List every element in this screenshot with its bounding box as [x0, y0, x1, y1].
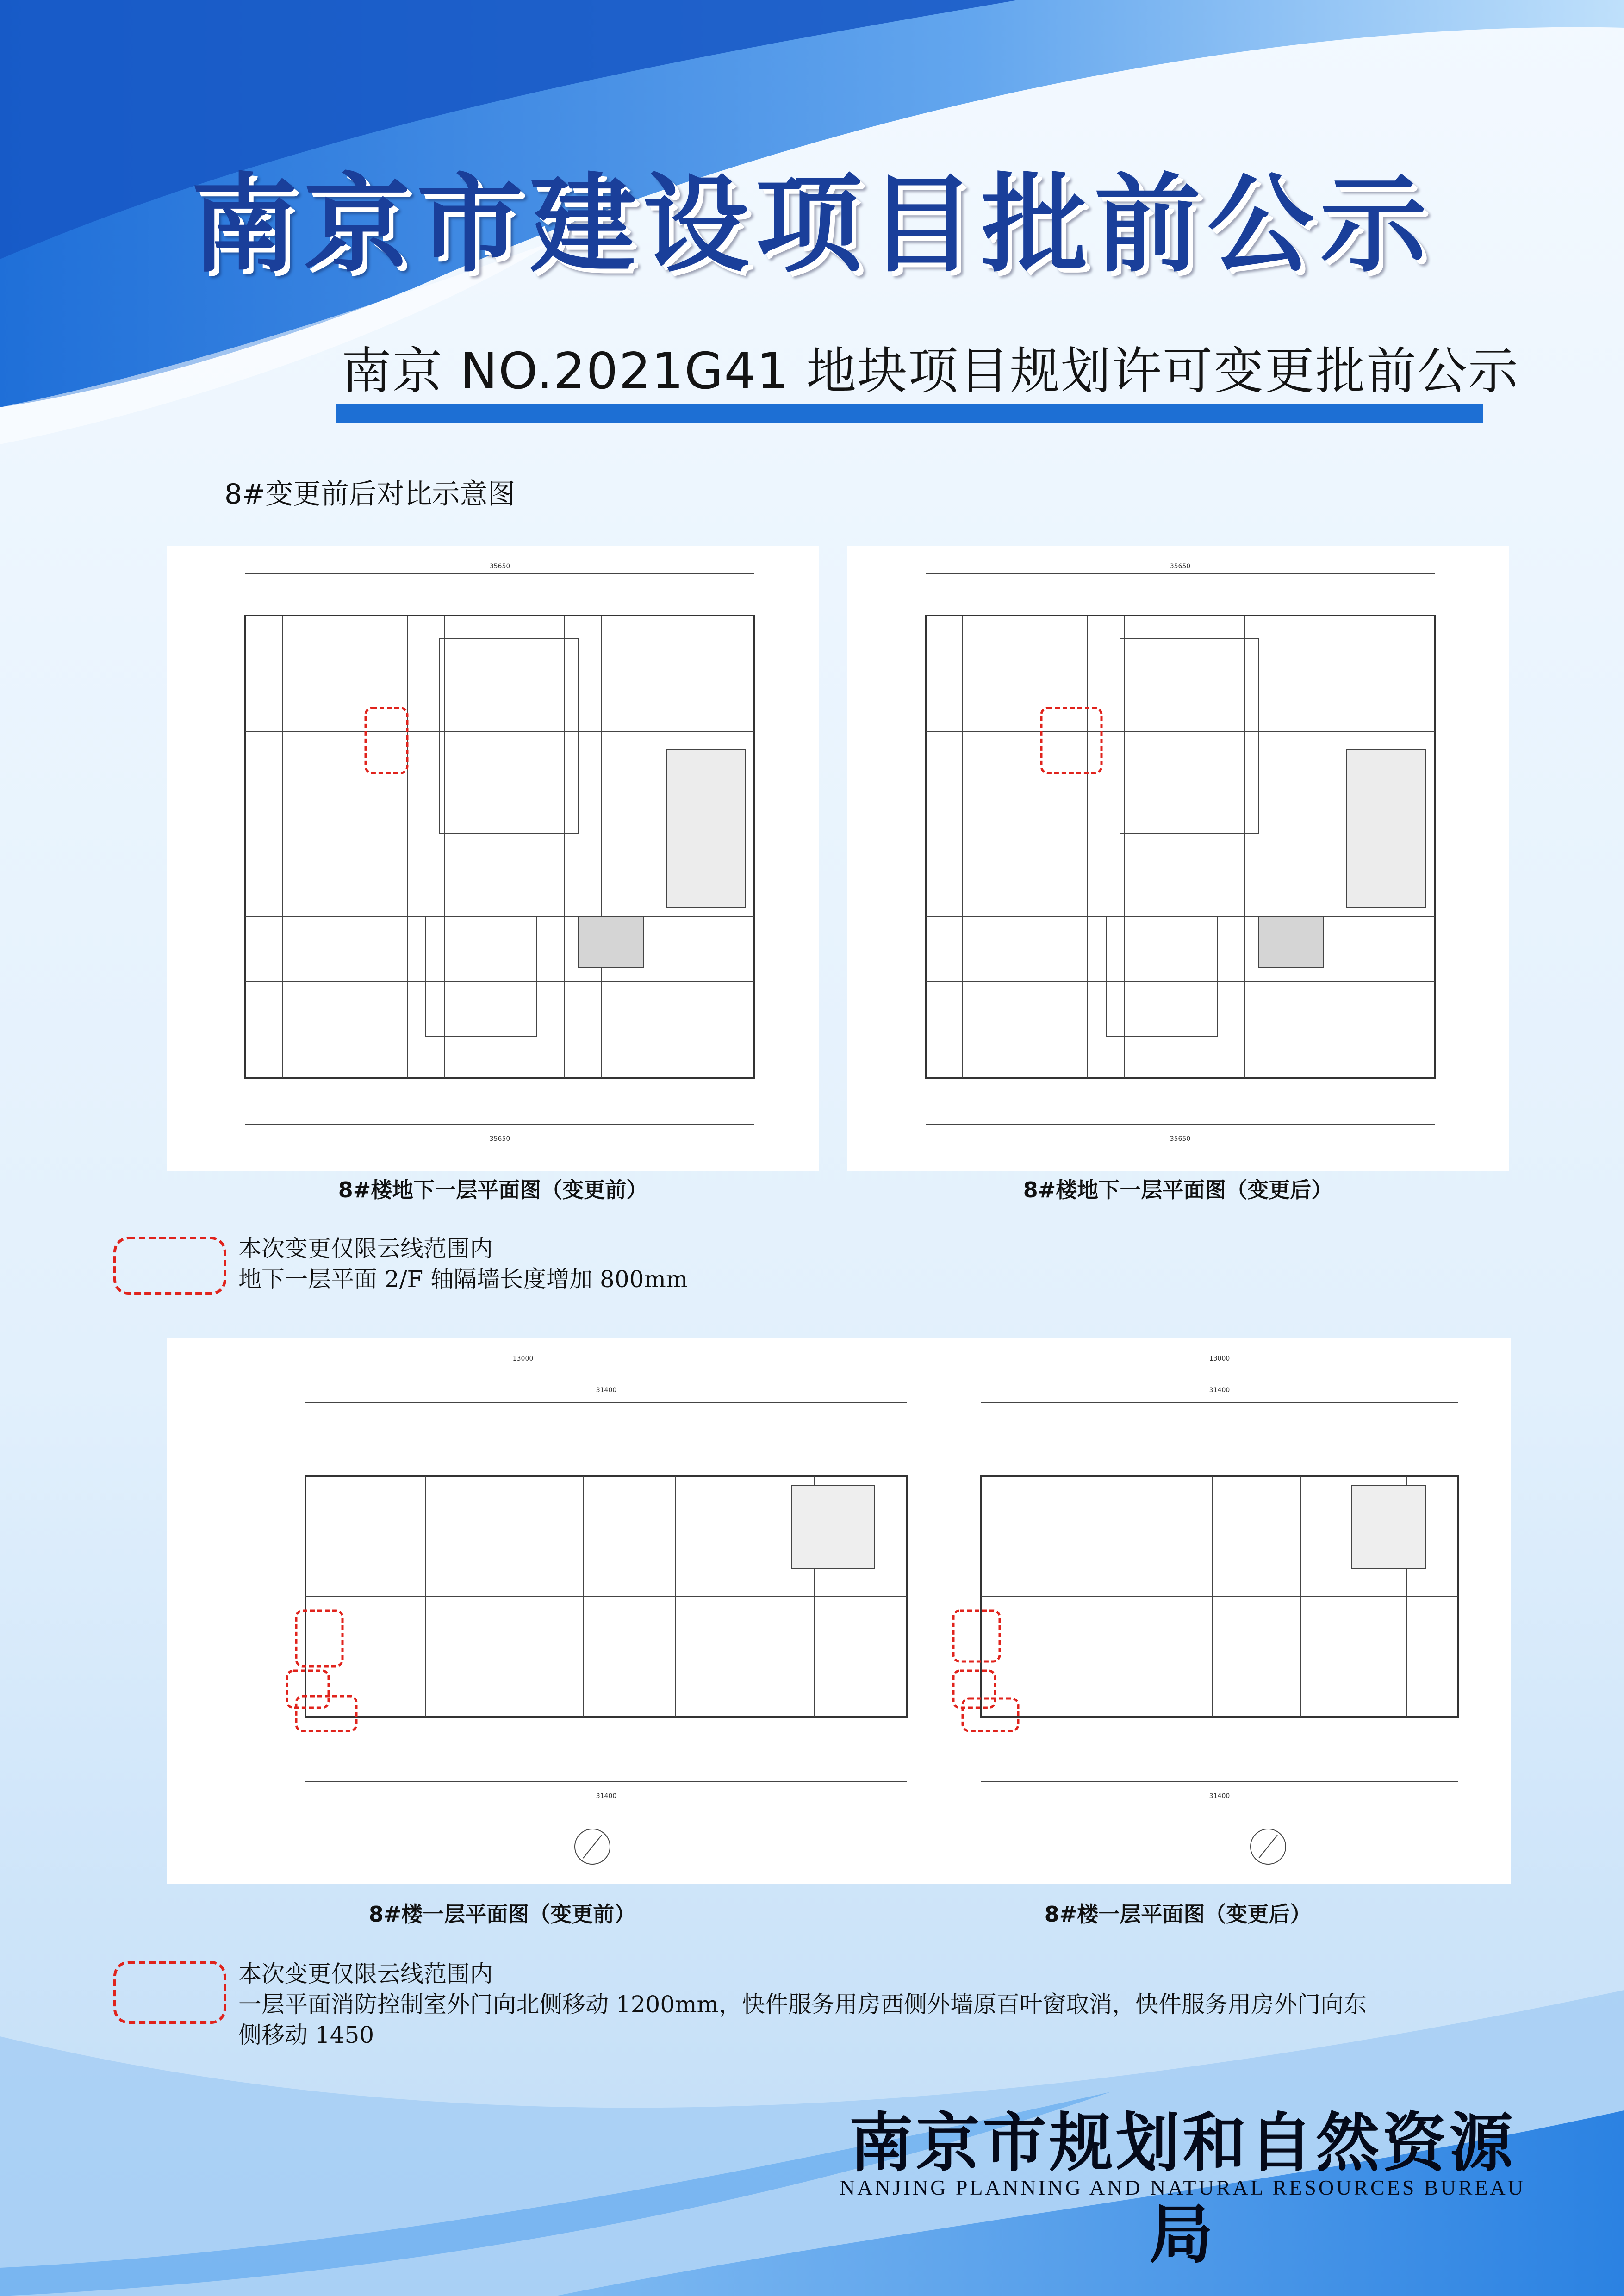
basement-before-plan [167, 546, 819, 1171]
revision-cloud [366, 708, 407, 773]
main-title: 南京市建设项目批前公示 [191, 162, 1433, 287]
basement-note-line1: 本次变更仅限云线范围内 [238, 1235, 493, 1262]
ground-note-line3: 侧移动 1450 [238, 2022, 374, 2048]
footer-org-cn: 南京市规划和自然资源局 [849, 2105, 1516, 2272]
cloud-legend-icon [111, 1233, 229, 1298]
ground-drawings [167, 1338, 1511, 1884]
dim-total-before-bottom: 31400 [596, 1792, 617, 1800]
sub-title: 南京 NO.2021G41 地块项目规划许可变更批前公示 [341, 342, 1519, 400]
dim-total-top: 35650 [489, 563, 510, 570]
cloud-legend-icon [111, 1958, 229, 2027]
ground-note-line2: 一层平面消防控制室外门向北侧移动 1200mm，快件服务用房西侧外墙原百叶窗取消，快件服务用房外门向东 [238, 1991, 1367, 2018]
dim-total-after-bottom: 31400 [1209, 1792, 1230, 1800]
dim-total-bottom: 35650 [489, 1135, 510, 1143]
ground-note-line1: 本次变更仅限云线范围内 [238, 1960, 493, 1987]
dim-total-after: 31400 [1209, 1387, 1230, 1394]
basement-after-plan [847, 546, 1509, 1171]
basement-note [238, 1233, 1580, 1294]
dim-sub-after: 13000 [1209, 1355, 1230, 1363]
section-label: 8#变更前后对比示意图 [224, 478, 516, 510]
ground-after-caption: 8#楼一层平面图（变更后） [1044, 1902, 1312, 1927]
dim-total-top: 35650 [1170, 563, 1191, 570]
ground-note [238, 1959, 1590, 2050]
title-rule [336, 404, 1483, 423]
basement-after-caption: 8#楼地下一层平面图（变更后） [1023, 1177, 1333, 1202]
basement-before-drawing [167, 546, 819, 1171]
dim-sub-before: 13000 [512, 1355, 534, 1363]
revision-clouds [287, 1611, 1018, 1731]
basement-after-drawing [847, 546, 1509, 1171]
revision-cloud [1041, 708, 1101, 773]
dim-total-bottom: 35650 [1170, 1135, 1191, 1143]
basement-note-line2: 地下一层平面 2/F 轴隔墙长度增加 800mm [238, 1266, 688, 1293]
footer-org-en: NANJING PLANNING AND NATURAL RESOURCES BUREAU [840, 2176, 1525, 2199]
ground-before-caption: 8#楼一层平面图（变更前） [368, 1902, 636, 1927]
basement-before-caption: 8#楼地下一层平面图（变更前） [338, 1177, 648, 1202]
ground-plans [167, 1338, 1511, 1884]
dim-total-before: 31400 [596, 1387, 617, 1394]
